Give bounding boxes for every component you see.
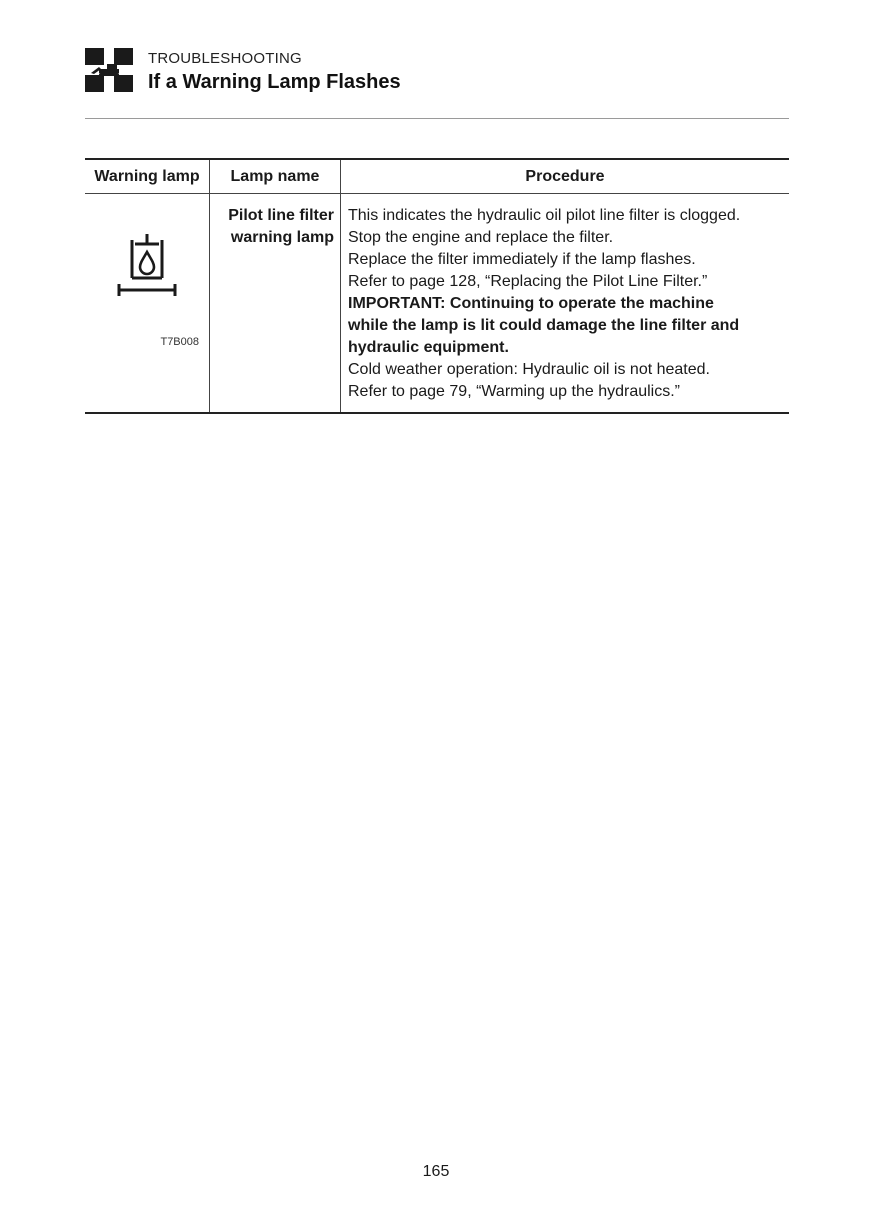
lamp-code: T7B008 [160, 336, 199, 348]
procedure-line: Refer to page 79, “Warming up the hydraulics.” [348, 383, 681, 400]
section-label: TROUBLESHOOTING [148, 50, 302, 67]
column-header-lamp-name: Lamp name [210, 159, 341, 194]
lamp-name-line: warning lamp [230, 229, 334, 246]
procedure-line: Stop the engine and replace the filter. [348, 229, 614, 246]
page-title: If a Warning Lamp Flashes [148, 71, 401, 93]
procedure-line: Cold weather operation: Hydraulic oil is not heated. [348, 361, 710, 378]
important-line: IMPORTANT: Continuing to operate the machine [348, 295, 714, 312]
important-line: while the lamp is lit could damage the line filter and [348, 317, 740, 334]
lamp-name-line: Pilot line filter [228, 207, 334, 224]
page-number: 165 [422, 1163, 450, 1180]
lamp-name-cell [210, 194, 341, 414]
column-header-procedure: Procedure [341, 159, 790, 194]
procedure-line: Refer to page 128, “Replacing the Pilot Line Filter.” [348, 273, 708, 290]
procedure-line: This indicates the hydraulic oil pilot line filter is clogged. [348, 207, 741, 224]
warning-lamp-cell [85, 194, 210, 414]
procedure-cell [341, 194, 790, 414]
warning-lamp-table [85, 158, 789, 414]
procedure-line: Replace the filter immediately if the lamp flashes. [348, 251, 696, 268]
pilot-line-filter-lamp-icon [115, 232, 179, 296]
table-row [85, 194, 789, 414]
table-header-row [85, 159, 789, 194]
column-header-warning-lamp: Warning lamp [85, 159, 210, 194]
troubleshooting-cross-icon [85, 48, 133, 92]
important-line: hydraulic equipment. [348, 339, 509, 356]
header-divider [85, 118, 789, 119]
